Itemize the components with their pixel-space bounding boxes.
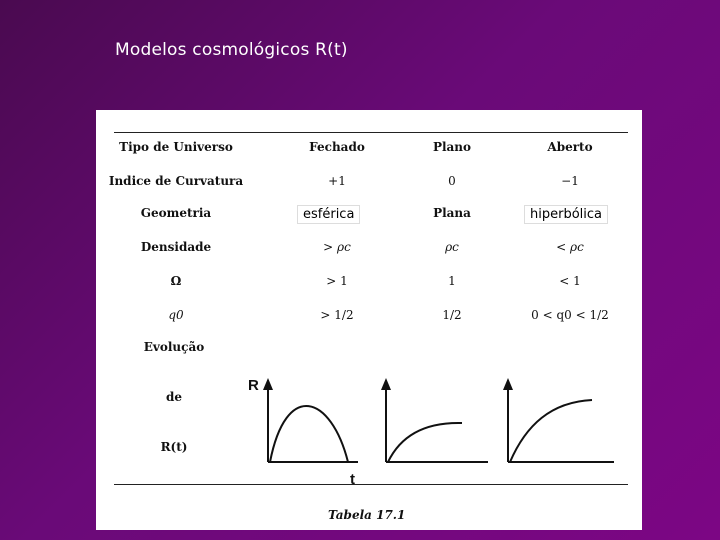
row-label-q0: q0: [168, 308, 184, 322]
aberto-curve: [510, 400, 592, 462]
cell-densidade-aberto: < ρc: [556, 240, 584, 254]
fechado-curve: [270, 406, 348, 462]
cell-densidade-fechado: > ρc: [323, 240, 351, 254]
cell-curvatura-aberto: −1: [561, 174, 579, 188]
cell-curvatura-plano: 0: [448, 174, 456, 188]
cell-omega-aberto: < 1: [559, 274, 581, 288]
axis-label-t: t: [350, 471, 355, 488]
row-label-densidade: Densidade: [140, 240, 212, 254]
cell-q0-plano: 1/2: [442, 308, 462, 322]
cell-densidade-plano: ρc: [445, 240, 459, 254]
cell-omega-fechado: > 1: [326, 274, 348, 288]
evolution-plots: [96, 110, 642, 530]
plano-r-arrow: [381, 378, 391, 390]
aberto-r-arrow: [503, 378, 513, 390]
fechado-r-arrow: [263, 378, 273, 390]
table-caption: Tabela 17.1: [328, 508, 406, 522]
plano-curve: [388, 423, 462, 462]
slide-title: Modelos cosmológicos R(t): [115, 40, 348, 60]
cell-q0-aberto: 0 < q0 < 1/2: [531, 308, 609, 322]
overlay-esferica: esférica: [297, 205, 360, 224]
row-label-omega: Ω: [170, 274, 182, 288]
cell-omega-plano: 1: [448, 274, 456, 288]
cell-curvatura-fechado: +1: [328, 174, 346, 188]
evolution-label-3: R(t): [160, 440, 188, 454]
overlay-hiperbolica: hiperbólica: [524, 205, 608, 224]
axis-label-r: R: [248, 377, 259, 394]
evolution-label-2: de: [165, 390, 183, 404]
header-plano: Plano: [432, 140, 472, 154]
evolution-label-1: Evolução: [143, 340, 205, 354]
header-tipo: Tipo de Universo: [119, 140, 233, 154]
header-aberto: Aberto: [547, 140, 593, 154]
row-label-curvatura: Indice de Curvatura: [108, 174, 244, 188]
header-fechado: Fechado: [309, 140, 365, 154]
row-label-geometria: Geometria: [140, 206, 212, 220]
cell-q0-fechado: > 1/2: [320, 308, 354, 322]
scanned-table: [96, 110, 642, 530]
cell-geometria-plano: Plana: [433, 206, 471, 220]
